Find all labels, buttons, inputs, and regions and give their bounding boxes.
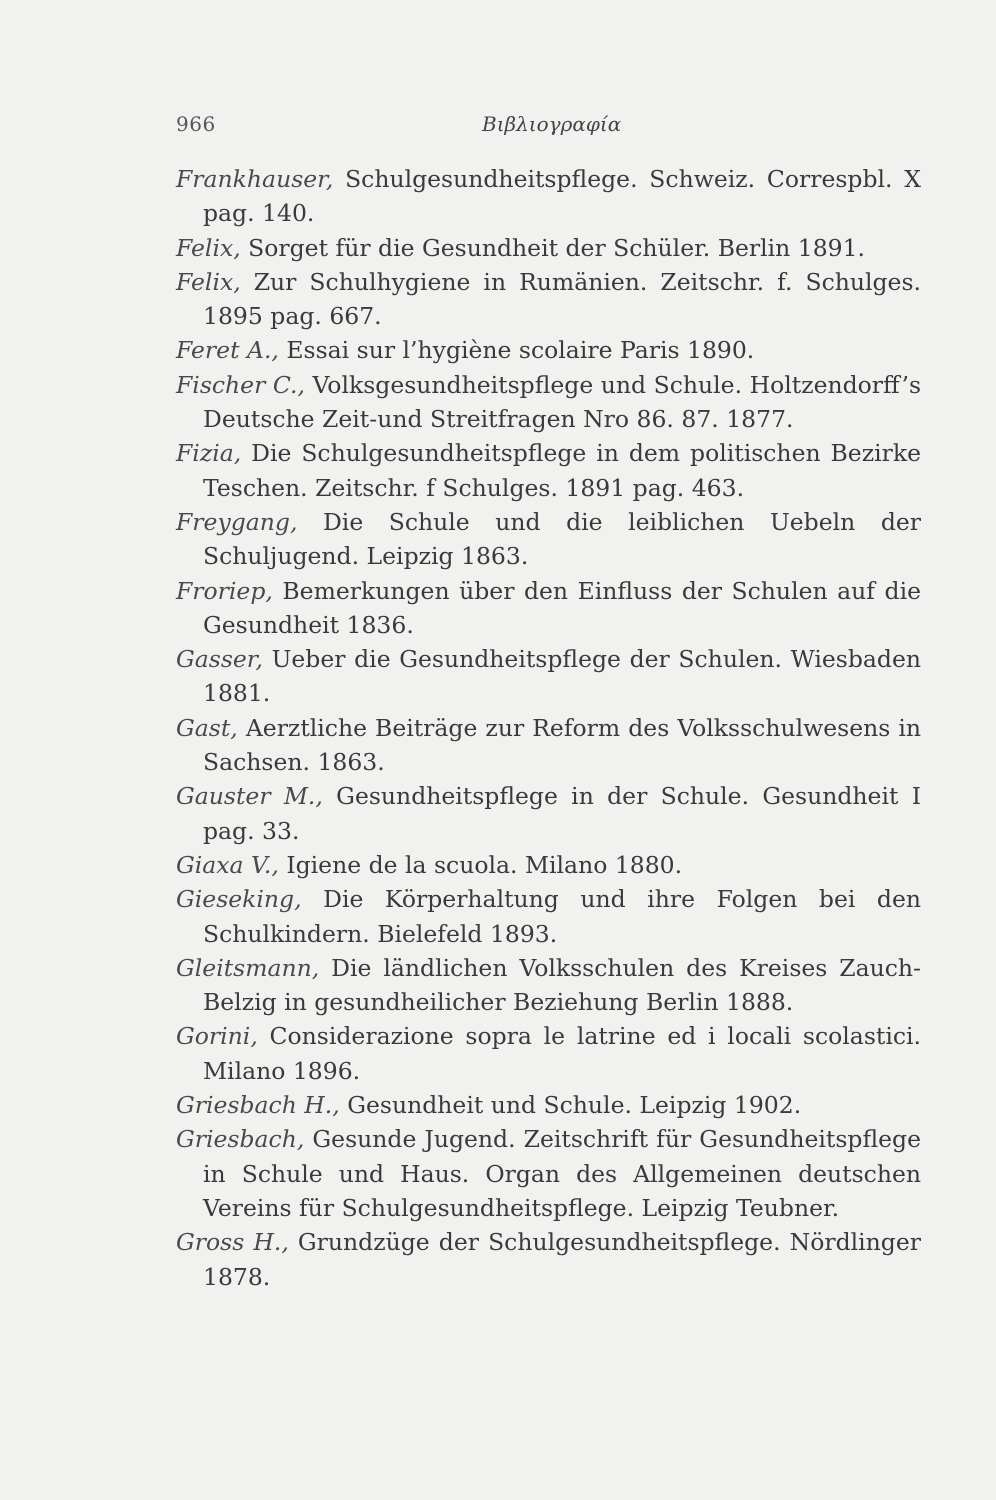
bib-entry: [176, 265, 921, 334]
entry-text: Die ländlichen Volksschulen des Kreises Zauch-Belzig in gesundheilicher Beziehung Berlin 1888.: [203, 953, 921, 1017]
entry-author: Feret A.,: [176, 336, 279, 365]
bib-entry: [176, 642, 921, 711]
entry-author: Felix,: [176, 267, 241, 296]
entry-text: Gesundheitspflege in der Schule. Gesundheit I pag. 33.: [203, 782, 921, 845]
entry-author: Gleitsmann,: [176, 953, 320, 982]
bib-entry: [176, 1225, 921, 1294]
entry-author: Fischer C.,: [176, 370, 305, 399]
entry-author: Freygang,: [176, 507, 298, 536]
entry-text: Die Körperhaltung und ihre Folgen bei den Schulkindern. Bielefeld 1893.: [203, 885, 921, 948]
entry-text: Essai sur l’hygiène scolaire Paris 1890.: [278, 336, 755, 365]
entry-author: Gauster M.,: [176, 782, 323, 811]
bib-entry: [176, 368, 921, 437]
bib-entry: [176, 1088, 921, 1122]
entry-text: Die Schulgesundheitspflege in dem politischen Bezirke Teschen. Zeitschr. f Schulges. 1891 pag. 463.: [203, 439, 921, 502]
bib-entry: [176, 848, 921, 882]
entry-author: Griesbach,: [176, 1125, 305, 1154]
bib-entry: [176, 162, 921, 231]
entry-text: Volksgesundheitspflege und Schule. Holtzendorff’s Deutsche Zeit-und Streitfragen Nro 86. 87. 1877.: [203, 370, 922, 434]
entry-author: Felix,: [176, 233, 241, 262]
entry-author: Gieseking,: [176, 885, 302, 914]
entry-text: Igiene de la scuola. Milano 1880.: [278, 850, 683, 879]
entry-text: Gesunde Jugend. Zeitschrift für Gesundheitspflege in Schule und Haus. Organ des Allgemeinen deutschen Vereins für Schulgesundheitspflege. Leipzig Teubner.: [203, 1125, 921, 1222]
bib-entry: [176, 711, 921, 780]
entry-text: Schulgesundheitspflege. Schweiz. Correspbl. X pag. 140.: [203, 165, 921, 228]
entry-text: Sorget für die Gesundheit der Schüler. Berlin 1891.: [240, 233, 866, 262]
entry-author: Froriep,: [176, 576, 273, 605]
entry-text: Die Schule und die leiblichen Uebeln der Schuljugend. Leipzig 1863.: [203, 507, 921, 571]
entry-author: Fizia,: [176, 439, 242, 468]
bib-entry: [176, 505, 921, 574]
bib-entry: [176, 231, 921, 265]
bib-entry: [176, 574, 921, 643]
entry-author: Gorini,: [176, 1022, 258, 1051]
entry-text: Zur Schulhygiene in Rumänien. Zeitschr. f. Schulges. 1895 pag. 667.: [203, 267, 921, 331]
page-number: 966: [176, 112, 216, 136]
bib-entry: [176, 882, 921, 951]
entry-text: Ueber die Gesundheitspflege der Schulen. Wiesbaden 1881.: [203, 645, 921, 708]
entry-text: Grundzüge der Schulgesundheitspflege. Nördlinger 1878.: [203, 1228, 921, 1291]
bibliography-list: [176, 162, 921, 1294]
entry-text: Aerztliche Beiträge zur Reform des Volksschulwesens in Sachsen. 1863.: [203, 713, 921, 777]
entry-text: Gesundheit und Schule. Leipzig 1902.: [339, 1091, 802, 1120]
bib-entry: [176, 436, 921, 505]
bib-entry: [176, 951, 921, 1020]
bib-entry: [176, 1019, 921, 1088]
entry-author: Gross H.,: [176, 1228, 289, 1257]
entry-text: Bemerkungen über den Einfluss der Schulen auf die Gesundheit 1836.: [203, 576, 921, 639]
bib-entry: [176, 779, 921, 848]
running-head: Βιβλιογραφία: [482, 112, 622, 136]
entry-text: Considerazione sopra le latrine ed i locali scolastici. Milano 1896.: [203, 1022, 921, 1085]
bib-entry: [176, 333, 921, 367]
entry-author: Gasser,: [176, 645, 263, 674]
entry-author: Gast,: [176, 713, 238, 742]
entry-author: Griesbach H.,: [176, 1091, 340, 1120]
bib-entry: [176, 1122, 921, 1225]
entry-author: Frankhauser,: [176, 165, 334, 193]
entry-author: Giaxa V.,: [176, 850, 279, 879]
